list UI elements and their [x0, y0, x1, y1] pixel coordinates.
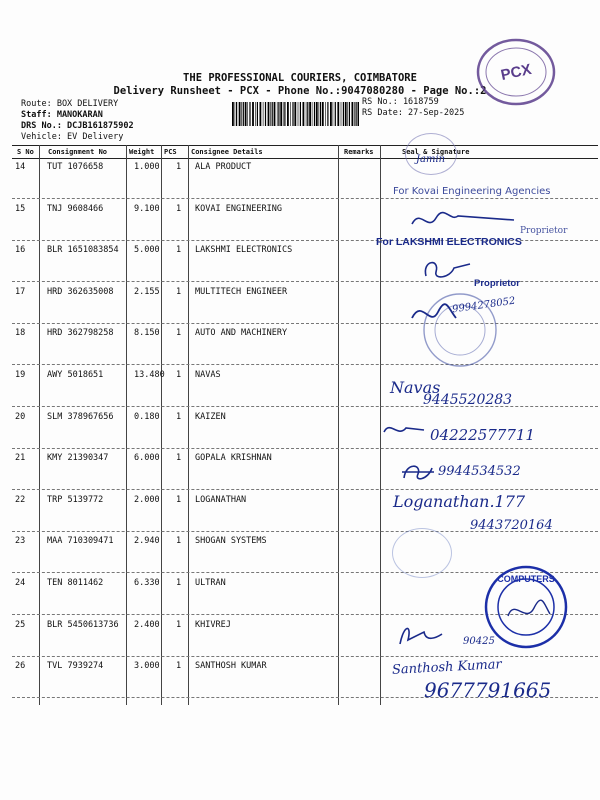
row-weight: 5.000 — [134, 245, 160, 255]
row-consignee: LOGANATHAN — [195, 495, 247, 505]
row-sno: 17 — [15, 287, 26, 297]
col-remarks: Remarks — [344, 148, 374, 156]
row-sno: 19 — [15, 370, 26, 380]
row-weight: 8.150 — [134, 328, 160, 338]
row-sno: 16 — [15, 245, 26, 255]
row-consignment-no: MAA 710309471 — [47, 536, 114, 546]
row-divider — [12, 489, 598, 490]
col-consignment: Consignment No — [48, 148, 108, 156]
row-pcs: 1 — [176, 453, 182, 463]
row-consignee: SHOGAN SYSTEMS — [195, 536, 267, 546]
signature-row-20 — [380, 418, 430, 440]
lakshmi-proprietor-text: Proprietor — [474, 278, 520, 289]
row-sno: 24 — [15, 578, 26, 588]
signature-row-19: Navas — [390, 378, 441, 397]
phone-row-22: 9443720164 — [470, 518, 553, 533]
row-weight: 2.400 — [134, 620, 160, 630]
table-row — [12, 370, 598, 382]
signature-row-21 — [398, 458, 438, 486]
phone-row-25: 90425 — [463, 636, 495, 647]
row-consignee: SANTHOSH KUMAR — [195, 661, 267, 671]
row-divider — [12, 364, 598, 365]
row-consignee: GOPALA KRISHNAN — [195, 453, 272, 463]
row-divider — [12, 323, 598, 324]
pcx-stamp-text: PCX — [499, 60, 533, 85]
row-sno: 15 — [15, 204, 26, 214]
row-divider — [12, 448, 598, 449]
signature-row-16 — [420, 254, 480, 286]
col-seal-signature: Seal & Signature — [402, 148, 470, 156]
row-pcs: 1 — [176, 536, 182, 546]
row-weight: 9.100 — [134, 204, 160, 214]
row-sno: 14 — [15, 162, 26, 172]
signature-row-15 — [408, 204, 518, 234]
row-pcs: 1 — [176, 245, 182, 255]
row-pcs: 1 — [176, 162, 182, 172]
row-consignment-no: HRD 362798258 — [47, 328, 114, 338]
row-pcs: 1 — [176, 495, 182, 505]
row-pcs: 1 — [176, 204, 182, 214]
table-row — [12, 536, 598, 548]
staff-line: Staff: MANOKARAN — [21, 110, 103, 120]
kovai-seal-text: For Kovai Engineering Agencies — [393, 186, 551, 197]
row-consignee: NAVAS — [195, 370, 221, 380]
signature-row-22: Loganathan.177 — [393, 492, 526, 511]
row-weight: 2.155 — [134, 287, 160, 297]
row-consignment-no: TUT 1076658 — [47, 162, 104, 172]
shogan-stamp — [392, 528, 452, 578]
row-sno: 23 — [15, 536, 26, 546]
row-weight: 2.000 — [134, 495, 160, 505]
header-bottom-rule — [12, 158, 598, 159]
row-consignee: KAIZEN — [195, 412, 226, 422]
row-sno: 18 — [15, 328, 26, 338]
row-consignee: AUTO AND MACHINERY — [195, 328, 288, 338]
phone-row-21: 9944534532 — [438, 464, 521, 479]
row-consignee: KHIVREJ — [195, 620, 231, 630]
row-consignment-no: KMY 21390347 — [47, 453, 109, 463]
signature-row-14: Jamin — [416, 154, 446, 165]
company-title: THE PROFESSIONAL COURIERS, COIMBATORE — [183, 72, 417, 84]
row-pcs: 1 — [176, 578, 182, 588]
row-consignment-no: BLR 1651083854 — [47, 245, 119, 255]
phone-row-20: 04222577711 — [430, 426, 535, 444]
row-sno: 22 — [15, 495, 26, 505]
row-consignee: ALA PRODUCT — [195, 162, 252, 172]
row-pcs: 1 — [176, 287, 182, 297]
signature-row-26: Santhosh Kumar — [391, 657, 503, 678]
row-weight: 13.480 — [134, 370, 165, 380]
col-weight: Weight — [129, 148, 155, 156]
row-sno: 20 — [15, 412, 26, 422]
row-consignment-no: AWY 5018651 — [47, 370, 104, 380]
row-sno: 26 — [15, 661, 26, 671]
ultran-stamp-text: COMPUTERS — [497, 574, 555, 584]
table-row — [12, 661, 598, 673]
row-consignment-no: TRP 5139772 — [47, 495, 104, 505]
row-pcs: 1 — [176, 370, 182, 380]
row-weight: 0.180 — [134, 412, 160, 422]
runsheet-subtitle: Delivery Runsheet - PCX - Phone No.:9047080280 - Page No.:2 — [113, 85, 487, 97]
row-consignee: ULTRAN — [195, 578, 226, 588]
row-consignee: KOVAI ENGINEERING — [195, 204, 282, 214]
table-row — [12, 328, 598, 340]
barcode-image — [232, 102, 359, 126]
row-pcs: 1 — [176, 620, 182, 630]
pcx-stamp — [474, 36, 558, 108]
vehicle-line: Vehicle: EV Delivery — [21, 132, 124, 142]
row-consignment-no: TVL 7939274 — [47, 661, 104, 671]
phone-row-17: 9994278052 — [451, 295, 517, 316]
table-row — [12, 412, 598, 424]
drs-line: DRS No.: DCJB161875902 — [21, 121, 134, 131]
row-consignment-no: BLR 5450613736 — [47, 620, 119, 630]
row-consignment-no: SLM 378967656 — [47, 412, 114, 422]
row-weight: 6.000 — [134, 453, 160, 463]
row-sno: 21 — [15, 453, 26, 463]
phone-row-26: 9677791665 — [424, 678, 552, 702]
phone-row-19: 9445520283 — [423, 392, 513, 408]
row-consignee: MULTITECH ENGINEER — [195, 287, 288, 297]
signature-row-25 — [396, 620, 456, 650]
row-consignment-no: HRD 362635008 — [47, 287, 114, 297]
col-pcs: PCS — [164, 148, 177, 156]
kovai-proprietor-text: Proprietor — [520, 226, 568, 236]
row-weight: 3.000 — [134, 661, 160, 671]
row-weight: 6.330 — [134, 578, 160, 588]
row-weight: 2.940 — [134, 536, 160, 546]
lakshmi-seal-text: For LAKSHMI ELECTRONICS — [376, 236, 522, 248]
row-pcs: 1 — [176, 661, 182, 671]
row-sno: 25 — [15, 620, 26, 630]
row-consignment-no: TNJ 9608466 — [47, 204, 104, 214]
row-consignee: LAKSHMI ELECTRONICS — [195, 245, 293, 255]
rs-date: RS Date: 27-Sep-2025 — [362, 108, 465, 118]
runsheet-meta-left — [21, 99, 134, 143]
runsheet-meta-right — [362, 97, 464, 119]
row-consignment-no: TEN 8011462 — [47, 578, 104, 588]
row-pcs: 1 — [176, 328, 182, 338]
rs-number: RS No.: 1618759 — [362, 97, 439, 107]
row-divider — [12, 656, 598, 657]
col-consignee: Consignee Details — [191, 148, 263, 156]
table-row — [12, 162, 598, 174]
table-header — [12, 147, 598, 158]
col-sno: S No — [17, 148, 34, 156]
row-pcs: 1 — [176, 412, 182, 422]
row-divider — [12, 198, 598, 199]
row-weight: 1.000 — [134, 162, 160, 172]
header-top-rule — [12, 145, 598, 146]
route-line: Route: BOX DELIVERY — [21, 99, 119, 109]
